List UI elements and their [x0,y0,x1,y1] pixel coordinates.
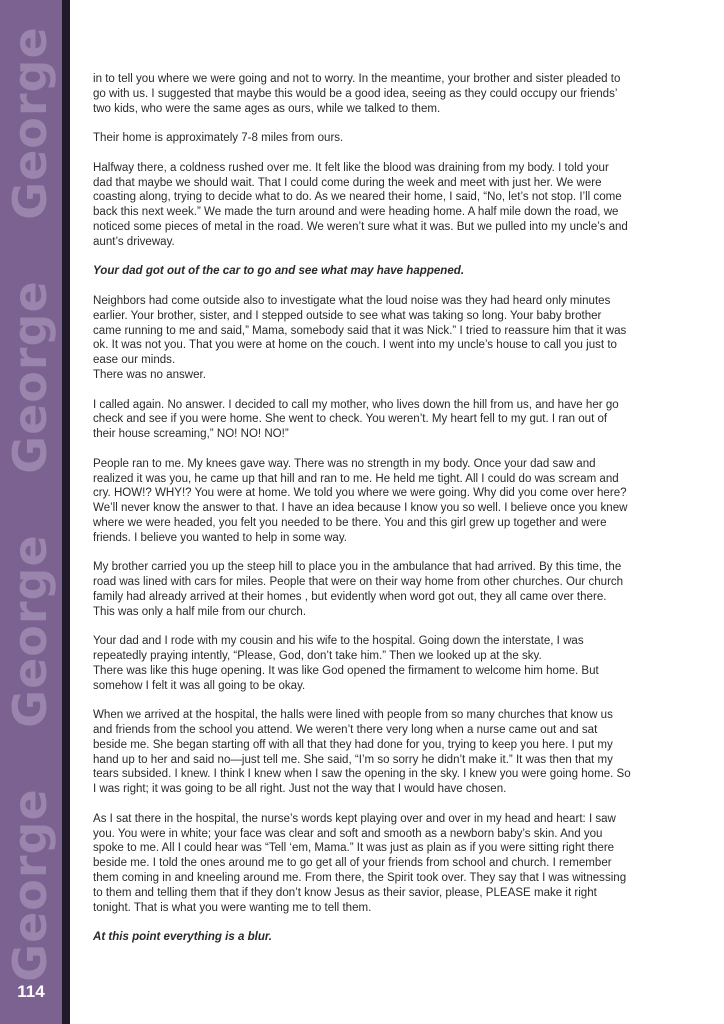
paragraph-9: Your dad and I rode with my cousin and his wife to the hospital. Going down the interstate, I was repeatedly praying intently, “Please, God, don’t take him.” Then we looked up at the sky. There was like this huge opening. It was like God opened the firmament to welcome him home. But somehow I felt it was all going to be okay. [93,635,599,692]
page-number: 114 [17,982,45,1001]
sidebar-word-george: George [3,26,57,220]
paragraph-5: Neighbors had come outside also to investigate what the loud noise was they had heard only minutes earlier. Your brother, sister, and I stepped outside to see what was taking so long. Your baby brother came running to me and said,” Mama, somebody said that it was Nick.” I tried to reassure him that it was ok. It was not you. That you were at home on the couch. I went into my uncle’s house to call you just to ease our minds. There was no answer. [93,294,627,381]
paragraph-8: My brother carried you up the steep hill to place you in the ambulance that had arrived. By this time, the road was lined with cars for miles. People that were on their way home from other churches. Our church family had already arrived at their homes , but evidently when word got out, they all came over there. This was only a half mile from our church. [93,561,624,618]
paragraph-2: Their home is approximately 7-8 miles from ours. [93,132,344,145]
sidebar [0,0,62,1024]
paragraph-10: When we arrived at the hospital, the halls were lined with people from so many churches that know us and friends from the school you attend. We weren’t there very long when a nurse came out and sat beside me. She began starting off with all that they had done for you, trying to keep you here. I put my hand up to her and said no—just tell me. She said, “I’m so sorry he didn’t make it.” It was then that my tears subsided. I knew. I think I knew when I saw the opening in the sky. I knew you were going home. So I was right; it was going to be all right. Just not the way that I would have chosen. [93,709,631,796]
paragraph-6: I called again. No answer. I decided to call my mother, who lives down the hill from us, and have her go check and see if you were home. She went to check. You weren’t. My heart fell to my gut. I ran out of their house screaming,” NO! NO! NO!” [93,398,619,441]
paragraph-1: in to tell you where we were going and not to worry. In the meantime, your brother and sister pleaded to go with us. I suggested that maybe this would be a good idea, seeing as they could occupy our friends’ two kids, who were the same ages as ours, while we talked to them. [93,73,621,115]
emphasis-paragraph-dad: Your dad got out of the car to go and see what may have happened. [93,265,465,278]
paragraph-7: People ran to me. My knees gave way. There was no strength in my body. Once your dad saw and realized it was you, he came up that hill and ran to me. He held me tight. All I could do was scream and cry. HOW!? WHY!? You were at home. We told you where we were going. Why did you come over here? We’ll never know the answer to that. I have an idea because I know you so well. I believe once you knew where we were headed, you felt you needed to be there. You and this girl grew up together and were friends. I believe you wanted to help in some way. [93,457,628,544]
emphasis-paragraph-blur: At this point everything is a blur. [93,931,272,944]
paragraph-11: As I sat there in the hospital, the nurse’s words kept playing over and over in my head and heart: I saw you. You were in white; your face was clear and soft and smooth as a newborn baby’s skin. And you spoke to me. All I could hear was “Tell ‘em, Mama.” It was just as plain as if you were sitting right there beside me. I told the ones around me to go get all of your friends from school and church. I remember them coming in and kneeling around me. From there, the Spirit took over. They say that I was witnessing to them and telling them that if they don’t know Jesus as their savior, please, PLEASE make it right tonight. That is what you were wanting me to tell them. [93,812,627,914]
sidebar-word-george: George [3,280,57,474]
sidebar-divider [62,0,70,1024]
sidebar-word-george: George [3,534,57,728]
page-body [93,72,631,960]
sidebar-word-george: George [3,788,57,982]
paragraph-3: Halfway there, a coldness rushed over me. It felt like the blood was draining from my body. I told your dad that maybe we should wait. That I could come during the week and meet with just her. We were coasting along, trying to decide what to do. As we neared their home, I said, “No, let’s not stop. I’ll come back this next week.” We made the turn around and were heading home. A half mile down the road, we noticed some pieces of metal in the road. We weren’t sure what it was. But we pulled into my uncle’s and aunt’s driveway. [93,161,628,248]
